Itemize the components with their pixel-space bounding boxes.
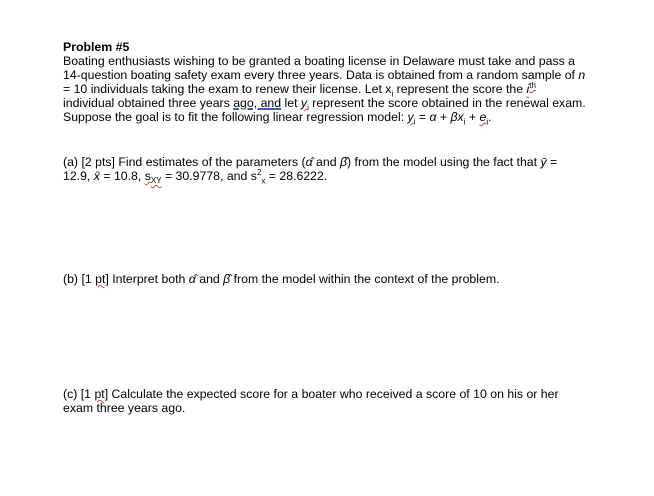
problem-line-5-model: Suppose the goal is to fit the following linear regression model: $y_i = \alpha + \beta x_i + e_i$. — [63, 110, 492, 127]
part-c-line-2: exam three years ago. — [63, 401, 186, 415]
problem-statement — [63, 40, 638, 127]
part-b-line-1: (b) [1 pt] Interpret both α̂ and β̂ from the model within the context of the problem. — [63, 272, 500, 286]
problem-line-2: 14-question boating safety exam every three years. Data is obtained from a random sample of n — [63, 68, 586, 82]
part-a-line-2: 12.9, x̄ = 10.8, $s_{XY} = 30.9778$, and $s^2_x = 28.6222$. — [63, 167, 328, 186]
part-c-line-1: (c) [1 pt] Calculate the expected score for a boater who received a score of 10 on his or her — [63, 387, 559, 401]
problem-title: Problem #5 — [63, 40, 130, 54]
part-a — [63, 155, 638, 185]
problem-line-4: individual obtained three years ago, and let $y_i$ represent the score obtained in the renewal exam. — [63, 96, 586, 113]
problem-line-1: Boating enthusiasts wishing to be granted a boating license in Delaware must take and pass a — [63, 54, 576, 68]
part-c — [63, 387, 638, 415]
part-a-line-1: (a) [2 pts] Find estimates of the parameters (α̂ and β̂) from the model using the fact that ȳ = — [63, 155, 558, 169]
problem-line-3: = 10 individuals taking the exam to renew their license. Let $x_i$ represent the score the $i^{th}$ — [63, 80, 536, 99]
part-b — [63, 272, 638, 286]
